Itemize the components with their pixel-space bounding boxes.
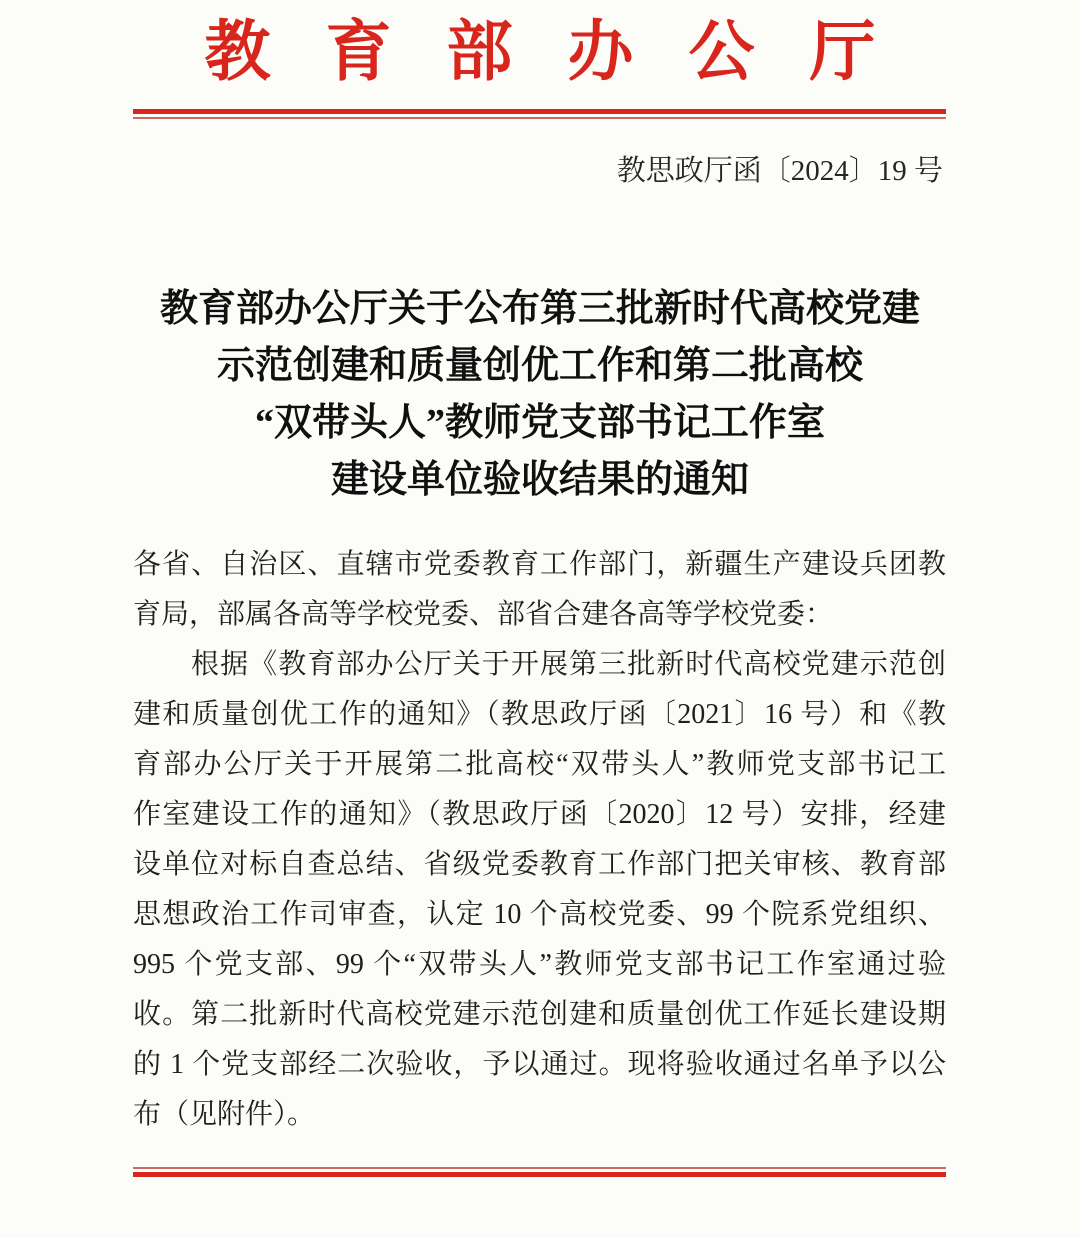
divider-thin-line: [133, 117, 946, 119]
doc-reference-number: 教思政厅函〔2024〕19 号: [616, 155, 943, 187]
notice-body-line: 995 个党支部、99 个“双带头人”教师党支部书记工作室通过验: [133, 949, 946, 980]
notice-title-line: “双带头人”教师党支部书记工作室: [254, 402, 825, 444]
notice-body-line: 建和质量创优工作的通知》（教思政厅函〔2021〕16 号）和《教: [133, 699, 946, 730]
notice-title-line: 示范创建和质量创优工作和第二批高校: [216, 345, 863, 387]
notice-body: [133, 540, 946, 1140]
notice-title-line: 教育部办公厅关于公布第三批新时代高校党建: [159, 288, 920, 330]
divider-thick-line: [133, 1172, 946, 1177]
masthead-divider: [133, 109, 946, 119]
notice-body-line: 各省、自治区、直辖市党委教育工作部门，新疆生产建设兵团教: [133, 549, 946, 580]
notice-title: [0, 281, 1080, 509]
notice-body-line: 的 1 个党支部经二次验收，予以通过。现将验收通过名单予以公: [133, 1049, 946, 1080]
notice-title-line: 建设单位验收结果的通知: [330, 459, 749, 501]
notice-body-line: 根据《教育部办公厅关于开展第三批新时代高校党建示范创: [191, 649, 946, 680]
notice-body-line: 设单位对标自查总结、省级党委教育工作部门把关审核、教育部: [133, 849, 946, 880]
notice-body-line: 思想政治工作司审查，认定 10 个高校党委、99 个院系党组织、: [133, 899, 946, 930]
footer-divider: [133, 1167, 946, 1177]
notice-body-line: 作室建设工作的通知》（教思政厅函〔2020〕12 号）安排，经建: [133, 799, 946, 830]
notice-body-line: 收。第二批新时代高校党建示范创建和质量创优工作延长建设期: [133, 999, 946, 1030]
notice-body-line: 布（见附件）。: [133, 1099, 316, 1130]
notice-body-line: 育局，部属各高等学校党委、部省合建各高等学校党委：: [133, 599, 834, 630]
agency-masthead: 教育部办公厅: [204, 16, 931, 89]
notice-body-line: 育部办公厅关于开展第二批高校“双带头人”教师党支部书记工: [133, 749, 946, 780]
